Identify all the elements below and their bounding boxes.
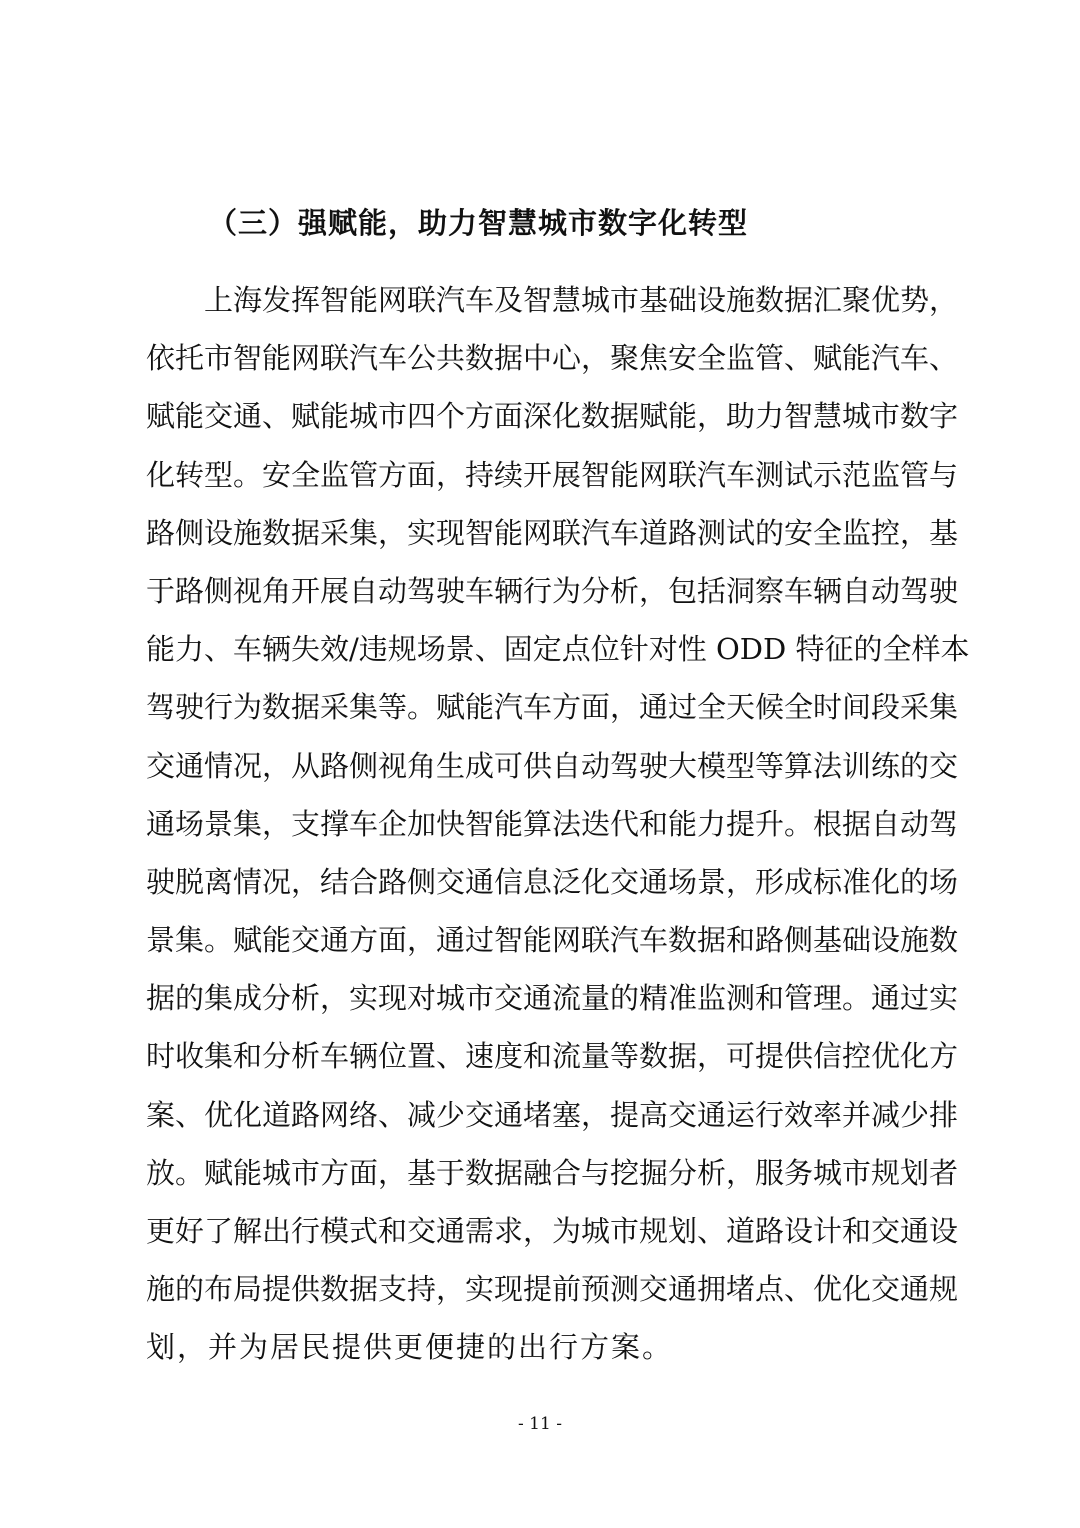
paragraph-line: 更好了解出行模式和交通需求，为城市规划、道路设计和交通设 xyxy=(146,1214,959,1248)
body-paragraph xyxy=(146,271,970,1377)
paragraph-line: 通场景集，支撑车企加快智能算法迭代和能力提升。根据自动驾 xyxy=(146,806,959,841)
paragraph-line: 时收集和分析车辆位置、速度和流量等数据，可提供信控优化方 xyxy=(146,1039,959,1074)
paragraph-line: 交通情况，从路侧视角生成可供自动驾驶大模型等算法训练的交 xyxy=(146,748,959,783)
paragraph-line: 上海发挥智能网联汽车及智慧城市基础设施数据汇聚优势， xyxy=(204,283,959,317)
paragraph-line: 划，并为居民提供更便捷的出行方案。 xyxy=(146,1330,674,1365)
paragraph-line: 施的布局提供数据支持，实现提前预测交通拥堵点、优化交通规 xyxy=(146,1272,959,1307)
paragraph-line: 景集。赋能交通方面，通过智能网联汽车数据和路侧基础设施数 xyxy=(146,923,959,958)
paragraph-line: 案、优化道路网络、减少交通堵塞，提高交通运行效率并减少排 xyxy=(146,1097,959,1132)
paragraph-line: 驾驶行为数据采集等。赋能汽车方面，通过全天候全时间段采集 xyxy=(146,690,959,725)
section-heading: （三）强赋能，助力智慧城市数字化转型 xyxy=(208,206,749,240)
paragraph-line: 路侧设施数据采集，实现智能网联汽车道路测试的安全监控，基 xyxy=(146,515,959,550)
paragraph-line: 放。赋能城市方面，基于数据融合与挖掘分析，服务城市规划者 xyxy=(146,1155,959,1190)
paragraph-line: 赋能交通、赋能城市四个方面深化数据赋能，助力智慧城市数字 xyxy=(146,399,959,434)
paragraph-line: 化转型。安全监管方面，持续开展智能网联汽车测试示范监管与 xyxy=(146,457,959,492)
paragraph-line: 依托市智能网联汽车公共数据中心，聚焦安全监管、赋能汽车、 xyxy=(146,341,959,376)
paragraph-line: 于路侧视角开展自动驾驶车辆行为分析，包括洞察车辆自动驾驶 xyxy=(146,573,959,608)
page-number: - 11 - xyxy=(518,1414,562,1434)
paragraph-line: 驶脱离情况，结合路侧交通信息泛化交通场景，形成标准化的场 xyxy=(146,864,959,899)
paragraph-line: 据的集成分析，实现对城市交通流量的精准监测和管理。通过实 xyxy=(146,981,959,1016)
paragraph-line: 能力、车辆失效/违规场景、固定点位针对性 ODD 特征的全样本 xyxy=(146,632,970,667)
